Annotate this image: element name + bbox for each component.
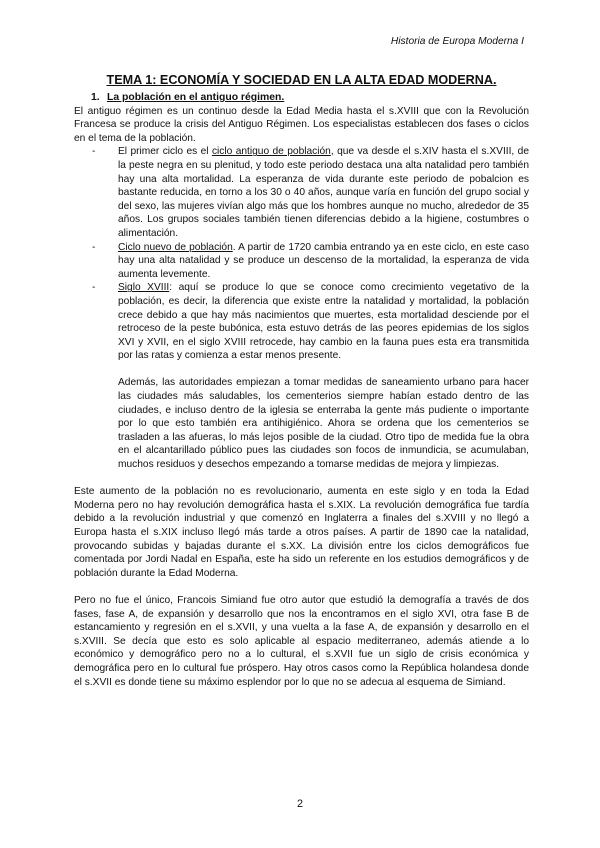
list-item (74, 241, 529, 282)
list-item-term: ciclo antiguo de población (211, 146, 331, 158)
list-dash: - (92, 282, 96, 294)
body-paragraph: Este aumento de la población no es revolucionario, aumenta en este siglo y en toda la Edad Moderna pero no hay revolución demográfica hasta el s.XIX. La revolución demográfica fue tardía debido a la revolución industrial y que comenzó en Inglaterra a finales del s.XVIII y no llegó a Europa hasta el s.XIX incluso llegó más tarde a otros países. A partir de 1890 cae la natalidad, provocando subidas y bajadas durante el s.XX. La división entre los ciclos demográficos fue comentada por Jordi Nadal en España, este ha sido un referente en los estudios demográficos y de población durante la Edad Moderna. (74, 486, 529, 579)
indented-paragraph: Además, las autoridades empiezan a tomar medidas de saneamiento urbano para hacer las ciudades más saludables, los cementerios siempre habían estado dentro de las ciudades, e incluso dentro de la iglesia se enterraba la gente más pudiente o importante por lo que esto también era antihigiénico. Ahora se ordena que los cementerios se trasladen a las afueras, lo más lejos posible de la ciudad. Otro tipo de medida fue la obra en el alcantarillado público pues las ciudades son focos de inmundicia, se acumulaban, muchos residuos y desechos empezando a tomarse medidas de mejora y limpiezas. (118, 377, 529, 471)
list-item-term: Ciclo nuevo de población (118, 241, 233, 253)
chapter-title: TEMA 1: ECONOMÍA Y SOCIEDAD EN LA ALTA EDAD MODERNA. (106, 73, 497, 87)
list-item-pre: El primer ciclo es el (118, 146, 212, 158)
list-item-text: : aquí se produce lo que se conoce como crecimiento vegetativo de la población, es decir, la diferencia que existe entre la natalidad y mortalidad, la población crece debido a que hay más nacimientos que muertes, esta mortalidad desciende por el retroceso de la peste bubónica, esta estuvo detrás de las peores epidemias de los siglos XVI y XVII, en el siglo XVIII retrocede, hay cambio en la fauna pues esta era transmitida por las ratas y comienza a estar menos presente. (118, 282, 529, 362)
list-dash: - (92, 146, 96, 158)
spacer (74, 363, 529, 377)
list-item-text: . A partir de 1720 cambia entrando ya en este ciclo, en este caso hay una alta natalidad y se produce un descenso de la mortalidad, la esperanza de vida aumenta levemente. (118, 241, 529, 280)
running-header: Historia de Europa Moderna I (390, 36, 524, 47)
list-dash: - (92, 241, 96, 253)
section-heading-text: La población en el antiguo régimen. (107, 92, 285, 103)
list-item (74, 281, 529, 363)
spacer (74, 472, 529, 486)
section-number: 1. (91, 92, 100, 103)
body-paragraph: Pero no fue el único, Francois Simiand fue otro autor que estudió la demografía a través de dos fases, fase A, de expansión y desarrollo que nos la encontramos en el siglo XVI, otra fase B de estancamiento y regresión en el s.XVII, y una vuelta a la fase A, de expansión y desarrollo en el s.XVIII. Se decía que esto es solo aplicable al espacio mediterraneo, además atiende a lo económico y demográfico pero no a lo cultural, el s.XVII fue un siglo de crisis económica y demográfica pero en lo cultural fue próspero. Hay otros casos como la República holandesa donde el s.XVII es donde tiene su máximo esplendor por lo que no se adecua al esquema de Simiand. (74, 594, 529, 688)
list-item (74, 145, 529, 240)
spacer (74, 580, 529, 594)
list-item-text: , que va desde el s.XIV hasta el s.XVIII, de la peste negra en su plenitud, y todo este periodo destaca una alta natalidad pero también hay una alta mortalidad. La esperanza de vida durante este periodo de pobalcion es bastante reducida, en torno a los 30 o 40 años, aunque varía en función del grupo social y del sexo, las mujeres vivían algo más que los hombres aunque no mucho, alrededor de 35 años. Los grupos sociales también tienen diferencias debido a la higiene, costumbres o alimentación. (118, 146, 529, 239)
section-heading (91, 91, 529, 105)
page-number: 2 (296, 798, 303, 810)
list-item-term: Siglo XVIII (118, 282, 170, 294)
intro-paragraph: El antiguo régimen es un continuo desde la Edad Media hasta el s.XVIII que con la Revolución Francesa se produce la crisis del Antiguo Régimen. Los especialistas establecen dos fases o ciclos en el tema de la población. (74, 105, 529, 144)
document-body (74, 73, 529, 689)
cycle-list (74, 145, 529, 363)
